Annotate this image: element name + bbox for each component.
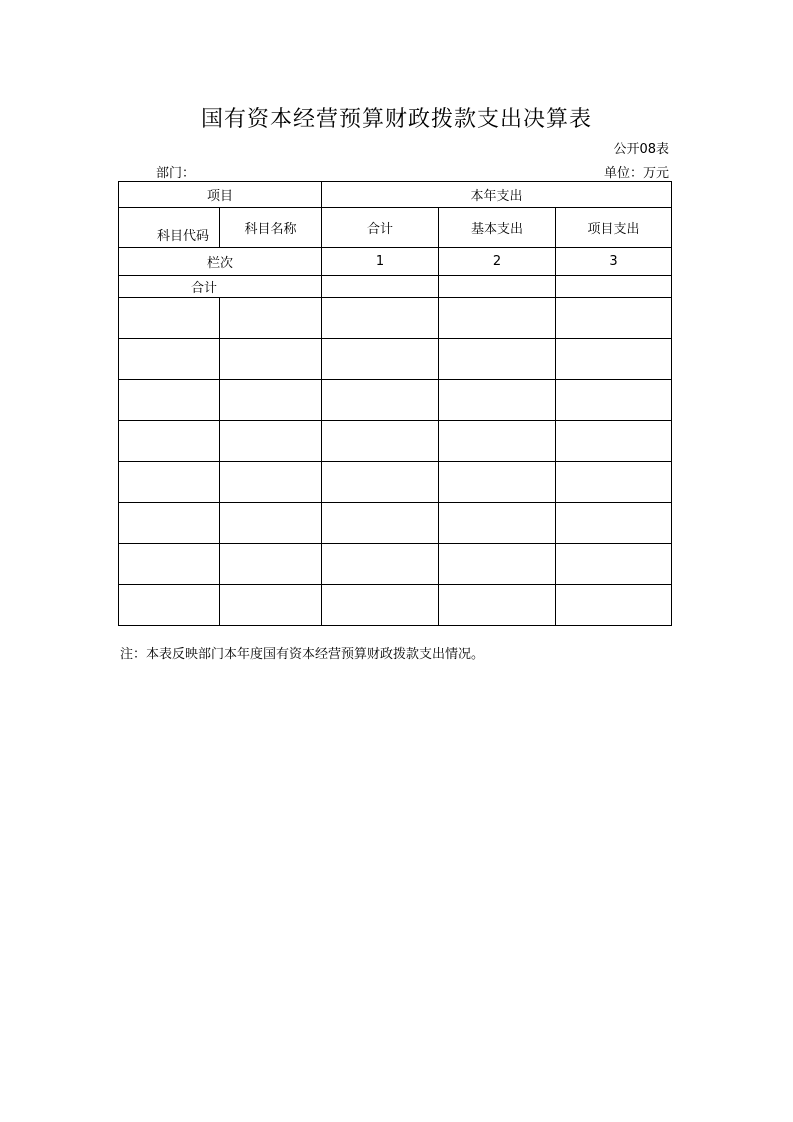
cell-code xyxy=(119,503,220,544)
footnote: 注：本表反映部门本年度国有资本经营预算财政拨款支出情况。 xyxy=(120,647,485,662)
total-value xyxy=(322,276,439,298)
col-code xyxy=(119,208,220,248)
header-item: 项目 xyxy=(119,182,322,208)
cell-project xyxy=(556,585,672,626)
cell-basic xyxy=(439,544,556,585)
table-row xyxy=(119,503,672,544)
cell-code xyxy=(119,339,220,380)
cell-project xyxy=(556,503,672,544)
cell-basic xyxy=(439,503,556,544)
cell-code xyxy=(119,298,220,339)
cell-code xyxy=(119,421,220,462)
cell-project xyxy=(556,339,672,380)
cell-total xyxy=(322,298,439,339)
form-number: 公开08表 xyxy=(613,142,669,157)
cell-project xyxy=(556,380,672,421)
cell-total xyxy=(322,380,439,421)
col-basic: 基本支出 xyxy=(439,208,556,248)
cell-total xyxy=(322,544,439,585)
index-3: 3 xyxy=(556,248,672,276)
cell-basic xyxy=(439,339,556,380)
table-row xyxy=(119,462,672,503)
header-current-year: 本年支出 xyxy=(322,182,672,208)
cell-basic xyxy=(439,462,556,503)
cell-project xyxy=(556,544,672,585)
index-1: 1 xyxy=(322,248,439,276)
cell-name xyxy=(220,339,322,380)
table-row xyxy=(119,544,672,585)
table-row xyxy=(119,585,672,626)
cell-name xyxy=(220,380,322,421)
col-name: 科目名称 xyxy=(220,208,322,248)
unit-label: 单位：万元 xyxy=(603,166,669,181)
table-row xyxy=(119,339,672,380)
table-row xyxy=(119,421,672,462)
cell-total xyxy=(322,339,439,380)
cell-name xyxy=(220,503,322,544)
expenditure-table xyxy=(118,181,672,626)
cell-name xyxy=(220,462,322,503)
table-row xyxy=(119,298,672,339)
total-label: 合计 xyxy=(191,281,218,296)
col-code-label: 科目代码 xyxy=(157,229,210,244)
index-row xyxy=(119,248,672,276)
cell-project xyxy=(556,421,672,462)
cell-project xyxy=(556,298,672,339)
page-title: 国有资本经营预算财政拨款支出决算表 xyxy=(200,107,592,132)
cell-project xyxy=(556,462,672,503)
cell-name xyxy=(220,585,322,626)
cell-name xyxy=(220,544,322,585)
total-row xyxy=(119,276,672,298)
table-row xyxy=(119,380,672,421)
total-project xyxy=(556,276,672,298)
cell-basic xyxy=(439,585,556,626)
cell-code xyxy=(119,462,220,503)
cell-name xyxy=(220,421,322,462)
col-project: 项目支出 xyxy=(556,208,672,248)
cell-total xyxy=(322,585,439,626)
cell-basic xyxy=(439,421,556,462)
index-label: 栏次 xyxy=(119,248,322,276)
cell-total xyxy=(322,462,439,503)
header-row-2 xyxy=(119,208,672,248)
cell-basic xyxy=(439,380,556,421)
cell-basic xyxy=(439,298,556,339)
cell-total xyxy=(322,503,439,544)
cell-code xyxy=(119,544,220,585)
department-label: 部门： xyxy=(156,166,196,181)
cell-name xyxy=(220,298,322,339)
cell-code xyxy=(119,380,220,421)
cell-code xyxy=(119,585,220,626)
index-2: 2 xyxy=(439,248,556,276)
total-label-cell xyxy=(119,276,322,298)
total-basic xyxy=(439,276,556,298)
cell-total xyxy=(322,421,439,462)
col-total: 合计 xyxy=(322,208,439,248)
header-row-1 xyxy=(119,182,672,208)
